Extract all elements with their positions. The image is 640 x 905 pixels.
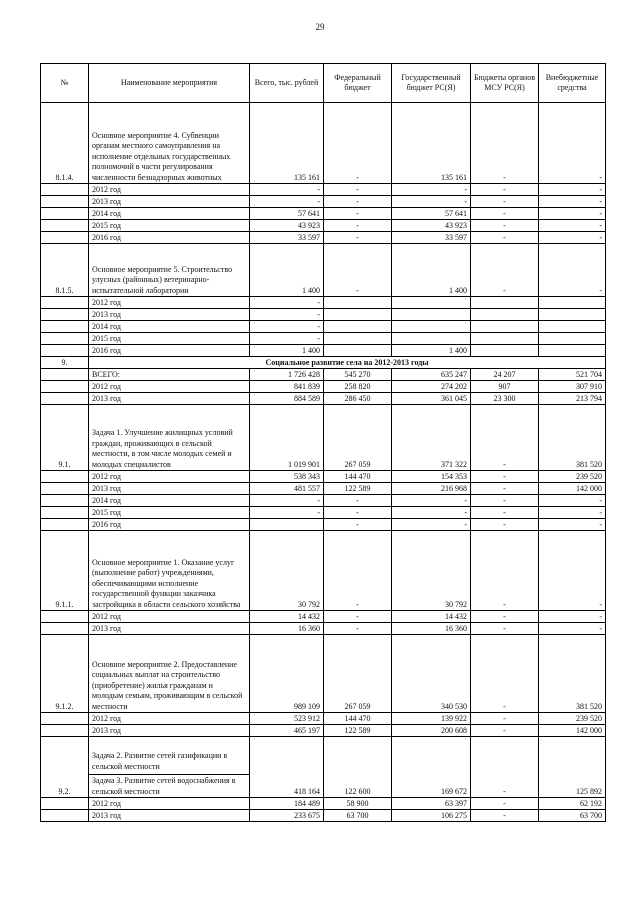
row-name-text: 2015 год — [92, 507, 121, 517]
municipal-cell: 24 207 — [471, 369, 539, 381]
municipal-cell: - — [471, 471, 539, 483]
total-cell: 1 400 — [250, 244, 324, 297]
state-cell: 30 792 — [392, 531, 471, 611]
state-cell: 200 608 — [392, 725, 471, 737]
table-row — [41, 321, 606, 333]
total-cell: - — [250, 297, 324, 309]
state-cell: - — [392, 507, 471, 519]
total-cell: 184 489 — [250, 798, 324, 810]
row-name-text: 2012 год — [92, 381, 121, 391]
row-number — [41, 208, 89, 220]
total-cell: 465 197 — [250, 725, 324, 737]
row-number: 9.1.2. — [41, 635, 89, 713]
table-row — [41, 531, 606, 611]
table-row — [41, 483, 606, 495]
municipal-cell — [471, 333, 539, 345]
col-header-total: Всего, тыс. рублей — [250, 64, 324, 103]
state-cell: 63 397 — [392, 798, 471, 810]
table-row — [41, 345, 606, 357]
state-cell — [392, 309, 471, 321]
municipal-cell: - — [471, 713, 539, 725]
table-row — [41, 103, 606, 184]
table-body — [41, 103, 606, 822]
row-name-text: 2012 год — [92, 611, 121, 621]
state-cell: - — [392, 196, 471, 208]
table-row — [41, 635, 606, 713]
row-name — [89, 531, 250, 611]
state-cell: 340 530 — [392, 635, 471, 713]
row-number: 9.1.1. — [41, 531, 89, 611]
row-number — [41, 471, 89, 483]
municipal-cell: - — [471, 611, 539, 623]
federal-cell: - — [324, 220, 392, 232]
total-cell: 233 675 — [250, 810, 324, 822]
state-cell: 14 432 — [392, 611, 471, 623]
total-cell: 884 589 — [250, 393, 324, 405]
state-cell: 635 247 — [392, 369, 471, 381]
table-row — [41, 381, 606, 393]
total-cell: 33 597 — [250, 232, 324, 244]
extrabudget-cell: 239 520 — [539, 713, 606, 725]
row-name — [89, 345, 250, 357]
municipal-cell: - — [471, 244, 539, 297]
row-number — [41, 232, 89, 244]
row-number — [41, 309, 89, 321]
row-number: 8.1.4. — [41, 103, 89, 184]
extrabudget-cell: 63 700 — [539, 810, 606, 822]
row-number — [41, 495, 89, 507]
row-name — [89, 321, 250, 333]
extrabudget-cell: 381 520 — [539, 405, 606, 471]
row-name — [89, 297, 250, 309]
state-cell: 135 161 — [392, 103, 471, 184]
total-cell: 841 839 — [250, 381, 324, 393]
extrabudget-cell — [539, 321, 606, 333]
federal-cell: - — [324, 184, 392, 196]
table-row — [41, 369, 606, 381]
state-cell: 106 275 — [392, 810, 471, 822]
state-cell: 274 202 — [392, 381, 471, 393]
municipal-cell: - — [471, 103, 539, 184]
row-name-text: 2015 год — [92, 220, 121, 230]
table-row — [41, 737, 606, 798]
federal-cell: - — [324, 208, 392, 220]
municipal-cell: - — [471, 220, 539, 232]
row-number — [41, 725, 89, 737]
row-name — [89, 798, 250, 810]
extrabudget-cell: - — [539, 495, 606, 507]
extrabudget-cell — [539, 333, 606, 345]
state-cell: 16 360 — [392, 623, 471, 635]
extrabudget-cell: 125 892 — [539, 737, 606, 798]
row-number — [41, 623, 89, 635]
extrabudget-cell: - — [539, 196, 606, 208]
extrabudget-cell: - — [539, 623, 606, 635]
row-name — [89, 471, 250, 483]
table-row — [41, 333, 606, 345]
table-row — [41, 798, 606, 810]
row-number: 9. — [41, 357, 89, 369]
row-name-text: 2012 год — [92, 798, 121, 808]
state-cell — [392, 297, 471, 309]
total-cell: 1 400 — [250, 345, 324, 357]
page-number: 29 — [315, 22, 325, 32]
federal-cell: - — [324, 196, 392, 208]
total-cell: 30 792 — [250, 531, 324, 611]
total-cell: - — [250, 333, 324, 345]
table-row — [41, 519, 606, 531]
row-name-text: 2013 год — [92, 196, 121, 206]
federal-cell: 144 470 — [324, 713, 392, 725]
col-header-state: Государственный бюджет РС(Я) — [392, 64, 471, 103]
row-name-text: 2013 год — [92, 725, 121, 735]
row-name-text: Основное мероприятие 2. Предоставление социальных выплат на строительство (приобретение) жилья гражданам и молодым семьям, проживающим в сельской местности — [92, 659, 243, 711]
row-name-text: 2013 год — [92, 393, 121, 403]
state-cell: 43 923 — [392, 220, 471, 232]
row-name-text: 2013 год — [92, 483, 121, 493]
total-cell: 43 923 — [250, 220, 324, 232]
state-cell: 1 400 — [392, 244, 471, 297]
municipal-cell: 23 300 — [471, 393, 539, 405]
municipal-cell: - — [471, 531, 539, 611]
extrabudget-cell: - — [539, 244, 606, 297]
federal-cell: - — [324, 519, 392, 531]
total-cell: 14 432 — [250, 611, 324, 623]
table-row — [41, 232, 606, 244]
row-name-text: ВСЕГО: — [92, 369, 120, 379]
municipal-cell: - — [471, 196, 539, 208]
table-row — [41, 184, 606, 196]
municipal-cell: - — [471, 184, 539, 196]
row-name-text: Основное мероприятие 5. Строительство улусных (районных) ветеринарно-испытательной лаборатории — [92, 264, 233, 295]
extrabudget-cell: 239 520 — [539, 471, 606, 483]
municipal-cell: - — [471, 810, 539, 822]
total-cell: 538 343 — [250, 471, 324, 483]
row-name-text: 2012 год — [92, 713, 121, 723]
state-cell: - — [392, 519, 471, 531]
row-name-text: 2014 год — [92, 208, 121, 218]
municipal-cell: - — [471, 507, 539, 519]
extrabudget-cell: - — [539, 531, 606, 611]
row-name-text: 2014 год — [92, 321, 121, 331]
federal-cell: 545 270 — [324, 369, 392, 381]
row-name-text: 2012 год — [92, 184, 121, 194]
extrabudget-cell: - — [539, 220, 606, 232]
federal-cell — [324, 345, 392, 357]
row-number: 8.1.5. — [41, 244, 89, 297]
row-number — [41, 381, 89, 393]
row-name — [89, 103, 250, 184]
row-number — [41, 321, 89, 333]
table-row — [41, 507, 606, 519]
row-number — [41, 333, 89, 345]
federal-cell — [324, 309, 392, 321]
table-row — [41, 495, 606, 507]
extrabudget-cell: 142 000 — [539, 725, 606, 737]
row-name-text: Основное мероприятие 1. Оказание услуг (выполнение работ) учреждениями, обеспечивающими исполнение государственной функции заказчика застройщика в области сельского хозяйства — [92, 557, 241, 609]
federal-cell — [324, 297, 392, 309]
table-row — [41, 611, 606, 623]
row-name — [89, 184, 250, 196]
federal-cell: 63 700 — [324, 810, 392, 822]
row-name — [89, 369, 250, 381]
state-cell: 139 922 — [392, 713, 471, 725]
col-header-name: Наименование мероприятия — [89, 64, 250, 103]
extrabudget-cell: 213 794 — [539, 393, 606, 405]
municipal-cell: - — [471, 208, 539, 220]
state-cell: - — [392, 184, 471, 196]
row-name — [89, 381, 250, 393]
table-row — [41, 196, 606, 208]
state-cell: 57 641 — [392, 208, 471, 220]
table-row — [41, 220, 606, 232]
col-header-federal: Федеральный бюджет — [324, 64, 392, 103]
total-cell: 1 019 901 — [250, 405, 324, 471]
total-cell — [250, 519, 324, 531]
row-number — [41, 220, 89, 232]
table-row — [41, 405, 606, 471]
row-name-text: 2016 год — [92, 232, 121, 242]
row-number — [41, 297, 89, 309]
table-row — [41, 208, 606, 220]
total-cell: 418 164 — [250, 737, 324, 798]
row-name-text: 2013 год — [92, 810, 121, 820]
row-name — [89, 737, 250, 798]
table-row — [41, 393, 606, 405]
state-cell: 33 597 — [392, 232, 471, 244]
municipal-cell: - — [471, 232, 539, 244]
extrabudget-cell: - — [539, 519, 606, 531]
total-cell: - — [250, 495, 324, 507]
federal-cell: - — [324, 623, 392, 635]
row-name — [89, 713, 250, 725]
federal-cell: - — [324, 232, 392, 244]
budget-table — [40, 63, 606, 822]
row-name — [89, 725, 250, 737]
row-name — [89, 810, 250, 822]
state-cell — [392, 333, 471, 345]
row-name — [89, 244, 250, 297]
state-cell: 154 353 — [392, 471, 471, 483]
federal-cell: - — [324, 531, 392, 611]
municipal-cell — [471, 321, 539, 333]
municipal-cell: - — [471, 725, 539, 737]
section-title: Социальное развитие села на 2012-2013 годы — [89, 357, 606, 369]
federal-cell: 122 589 — [324, 483, 392, 495]
row-number — [41, 393, 89, 405]
header-row — [41, 64, 606, 103]
state-cell: 216 968 — [392, 483, 471, 495]
extrabudget-cell: - — [539, 507, 606, 519]
municipal-cell: - — [471, 737, 539, 798]
federal-cell: 58 900 — [324, 798, 392, 810]
row-name-text: 2016 год — [92, 345, 121, 355]
municipal-cell: - — [471, 635, 539, 713]
table-row — [41, 725, 606, 737]
federal-cell: - — [324, 244, 392, 297]
col-header-municipal: Бюджеты органов МСУ РС(Я) — [471, 64, 539, 103]
municipal-cell: - — [471, 495, 539, 507]
table-row — [41, 244, 606, 297]
row-name-text: Задача 1. Улучшение жилищных условий граждан, проживающих в сельской местности, в том числе молодых семей и молодых специалистов — [92, 428, 233, 469]
row-number: 9.1. — [41, 405, 89, 471]
municipal-cell: - — [471, 405, 539, 471]
federal-cell: 286 450 — [324, 393, 392, 405]
row-name — [89, 333, 250, 345]
municipal-cell: - — [471, 483, 539, 495]
table-row — [41, 309, 606, 321]
extrabudget-cell: 521 704 — [539, 369, 606, 381]
row-name — [89, 196, 250, 208]
row-name-text: 2014 год — [92, 495, 121, 505]
extrabudget-cell: - — [539, 208, 606, 220]
federal-cell: 122 600 — [324, 737, 392, 798]
municipal-cell: - — [471, 798, 539, 810]
row-number — [41, 345, 89, 357]
row-name — [89, 611, 250, 623]
federal-cell: - — [324, 507, 392, 519]
row-number — [41, 507, 89, 519]
federal-cell: 267 059 — [324, 405, 392, 471]
row-name-text: Основное мероприятие 4. Субвенции органам местного самоуправления на исполнение отдельных государственных полномочий в части регулирования численности безнадзорных животных — [92, 130, 231, 182]
municipal-cell — [471, 345, 539, 357]
state-cell: 361 045 — [392, 393, 471, 405]
total-cell: - — [250, 184, 324, 196]
state-cell: 1 400 — [392, 345, 471, 357]
municipal-cell: 907 — [471, 381, 539, 393]
total-cell: - — [250, 196, 324, 208]
row-name — [89, 232, 250, 244]
row-name-text: 2016 год — [92, 519, 121, 529]
extrabudget-cell: - — [539, 232, 606, 244]
federal-cell: - — [324, 103, 392, 184]
table-row — [41, 297, 606, 309]
row-number — [41, 196, 89, 208]
total-cell: 57 641 — [250, 208, 324, 220]
row-name — [89, 623, 250, 635]
row-number: 9.2. — [41, 737, 89, 798]
table-row — [41, 623, 606, 635]
col-header-extrabudget: Внебюджетные средства — [539, 64, 606, 103]
row-number — [41, 184, 89, 196]
total-cell: 481 557 — [250, 483, 324, 495]
extrabudget-cell — [539, 297, 606, 309]
row-number — [41, 713, 89, 725]
total-cell: 523 912 — [250, 713, 324, 725]
total-cell: - — [250, 321, 324, 333]
federal-cell: - — [324, 495, 392, 507]
extrabudget-cell: 62 192 — [539, 798, 606, 810]
federal-cell: 144 470 — [324, 471, 392, 483]
extrabudget-cell — [539, 309, 606, 321]
row-number — [41, 369, 89, 381]
federal-cell: 258 820 — [324, 381, 392, 393]
federal-cell — [324, 333, 392, 345]
section-row — [41, 357, 606, 369]
row-name — [89, 519, 250, 531]
row-name — [89, 309, 250, 321]
federal-cell: 122 589 — [324, 725, 392, 737]
total-cell: 135 161 — [250, 103, 324, 184]
federal-cell: - — [324, 611, 392, 623]
municipal-cell — [471, 297, 539, 309]
extrabudget-cell — [539, 345, 606, 357]
row-name-text-secondary: Задача 3. Развитие сетей водоснабжения в сельской местности — [92, 776, 236, 796]
extrabudget-cell: - — [539, 611, 606, 623]
row-name-text: 2012 год — [92, 297, 121, 307]
table-row — [41, 810, 606, 822]
total-cell: - — [250, 309, 324, 321]
total-cell: - — [250, 507, 324, 519]
extrabudget-cell: - — [539, 184, 606, 196]
col-header-number: № — [41, 64, 89, 103]
row-number — [41, 519, 89, 531]
municipal-cell — [471, 309, 539, 321]
row-number — [41, 798, 89, 810]
table-row — [41, 713, 606, 725]
row-name — [89, 405, 250, 471]
row-name — [89, 208, 250, 220]
extrabudget-cell: - — [539, 103, 606, 184]
extrabudget-cell: 381 520 — [539, 635, 606, 713]
extrabudget-cell: 142 000 — [539, 483, 606, 495]
row-name — [89, 483, 250, 495]
total-cell: 989 109 — [250, 635, 324, 713]
state-cell: 169 672 — [392, 737, 471, 798]
row-name-text: 2013 год — [92, 309, 121, 319]
row-name — [89, 220, 250, 232]
state-cell: 371 322 — [392, 405, 471, 471]
state-cell — [392, 321, 471, 333]
row-name-text: 2013 год — [92, 623, 121, 633]
federal-cell — [324, 321, 392, 333]
row-name-text: Задача 2. Развитие сетей газификации в сельской местности — [89, 751, 249, 775]
table-row — [41, 471, 606, 483]
extrabudget-cell: 307 910 — [539, 381, 606, 393]
row-name-text: 2012 год — [92, 471, 121, 481]
row-name-text: 2015 год — [92, 333, 121, 343]
row-name — [89, 393, 250, 405]
row-name — [89, 507, 250, 519]
total-cell: 1 726 428 — [250, 369, 324, 381]
municipal-cell: - — [471, 519, 539, 531]
municipal-cell: - — [471, 623, 539, 635]
row-name — [89, 495, 250, 507]
total-cell: 16 360 — [250, 623, 324, 635]
row-number — [41, 483, 89, 495]
row-number — [41, 810, 89, 822]
row-number — [41, 611, 89, 623]
row-name — [89, 635, 250, 713]
federal-cell: 267 059 — [324, 635, 392, 713]
state-cell: - — [392, 495, 471, 507]
